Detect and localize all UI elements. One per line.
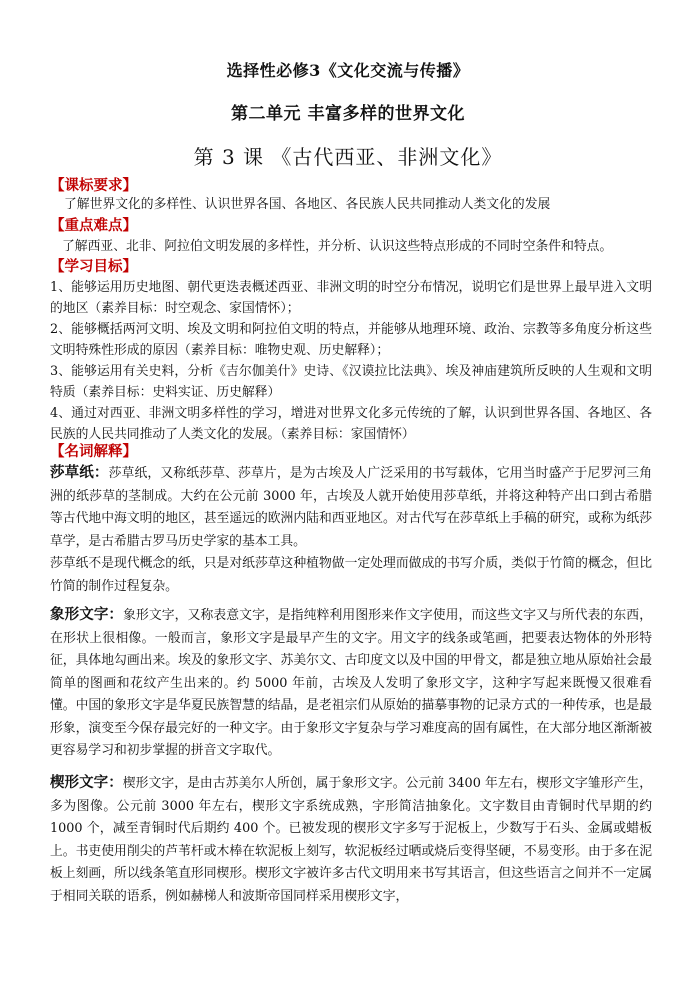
pictograph-text: 象形文字，又称表意文字，是指纯粹利用图形来作文字使用，而这些文字又与所代表的东西，在形状上很相像。一般而言，象形文字是最早产生的文字。用文字的线条或笔画，把要表达物体的外形特征，具体地勾画出来。埃及的象形文字、苏美尔文、古印度文以及中国的甲骨文，都是独立地从原始社会最简单的图画和花纹产生出来的。约 5000 年前，古埃及人发明了象形文字，这种字写起来既慢又很难看懂。中国的象形文字是华夏民族智慧的结晶，是老祖宗们从原始的描摹事物的记录方式的一种传承，也是最形象，演变至今保存最完好的一种文字。由于象形文字复杂与学习难度高的固有属性，在大部分地区渐渐被更容易学习和初步掌握的拼音文字取代。	[50, 608, 653, 758]
cuneiform-text: 楔形文字，是由古苏美尔人所创，属于象形文字。公元前 3400 年左右，楔形文字雏形产生，多为图像。公元前 3000 年左右，楔形文字系统成熟，字形简洁抽象化。文字数目由青铜时代早期的约 1000 个，减至青铜时代后期约 400 个。已被发现的楔形文字多写于泥板上，少数写于石头、金属或蜡板上。书吏使用削尖的芦苇杆或木棒在软泥板上刻写，软泥板经过晒或烧后变得坚硬，不易变形。由于多在泥板上刻画，所以线条笔直形同楔形。楔形文字被许多古代文明用来书写其语言，但这些语言之间并不一定属于相同关联的语系，例如赫梯人和波斯帝国同样采用楔形文字，	[50, 776, 653, 904]
standard-heading: 【课标要求】	[50, 177, 137, 194]
key-points-paragraph: 了解西亚、北非、阿拉伯文明发展的多样性，并分析、认识这些特点形成的不同时空条件和特点。	[62, 239, 613, 254]
objective-item: 3、能够运用有关史料，分析《吉尔伽美什》史诗、《汉谟拉比法典》、埃及神庙建筑所反映的人生观和文明特质（素养目标：史料实证、历史解释）	[50, 364, 652, 400]
papyrus-text: 莎草纸，又称纸莎草、莎草片，是为古埃及人广泛采用的书写载体，它用当时盛产于尼罗河三角洲的纸莎草的茎制成。大约在公元前 3000 年，古埃及人就开始使用莎草纸，并将这种特产出口到古希腊等古代地中海文明的地区，甚至遥远的欧洲内陆和西亚地区。对古代写在莎草纸上手稿的研究，或称为纸莎草学，是古希腊古罗马历史学家的基本工具。	[50, 466, 653, 549]
papyrus-entry	[50, 462, 652, 598]
glossary-heading: 【名词解释】	[50, 443, 137, 460]
pictograph-term: 象形文字：	[50, 606, 124, 623]
objectives-heading: 【学习目标】	[50, 258, 137, 275]
papyrus-paragraph-2: 莎草纸不是现代概念的纸，只是对纸莎草这种植物做一定处理而做成的书写介质，类似于竹简的概念，但比竹简的制作过程复杂。	[50, 556, 652, 594]
objective-item: 2、能够概括两河文明、埃及文明和阿拉伯文明的特点，并能够从地理环境、政治、宗教等多角度分析这些文明特殊性形成的原因（素养目标：唯物史观、历史解释）；	[50, 322, 652, 358]
key-points-heading: 【重点难点】	[50, 217, 137, 234]
cuneiform-entry	[50, 772, 652, 908]
objective-item: 4、通过对西亚、非洲文明多样性的学习，增进对世界文化多元传统的了解，认识到世界各国、各地区、各民族的人民共同推动了人类文化的发展。（素养目标：家国情怀）	[50, 406, 652, 442]
unit-title: 第二单元 丰富多样的世界文化	[231, 104, 465, 124]
papyrus-paragraph	[50, 462, 652, 553]
key-points-text	[50, 236, 662, 259]
papyrus-term: 莎草纸：	[50, 464, 109, 481]
cuneiform-term: 楔形文字：	[50, 774, 123, 791]
course-title: 选择性必修3《文化交流与传播》	[226, 61, 470, 80]
lesson-title: 第 3 课 《古代西亚、非洲文化》	[193, 145, 503, 169]
pictograph-entry	[50, 604, 652, 763]
standard-text	[50, 194, 652, 217]
standard-paragraph: 了解世界文化的多样性、认识世界各国、各地区、各民族人民共同推动人类文化的发展	[64, 197, 551, 212]
cuneiform-paragraph	[50, 772, 652, 908]
pictograph-paragraph	[50, 604, 652, 763]
objectives-list	[50, 277, 652, 445]
objective-item: 1、能够运用历史地图、朝代更迭表概述西亚、非洲文明的时空分布情况，说明它们是世界上最早进入文明的地区（素养目标：时空观念、家国情怀）；	[50, 280, 652, 316]
